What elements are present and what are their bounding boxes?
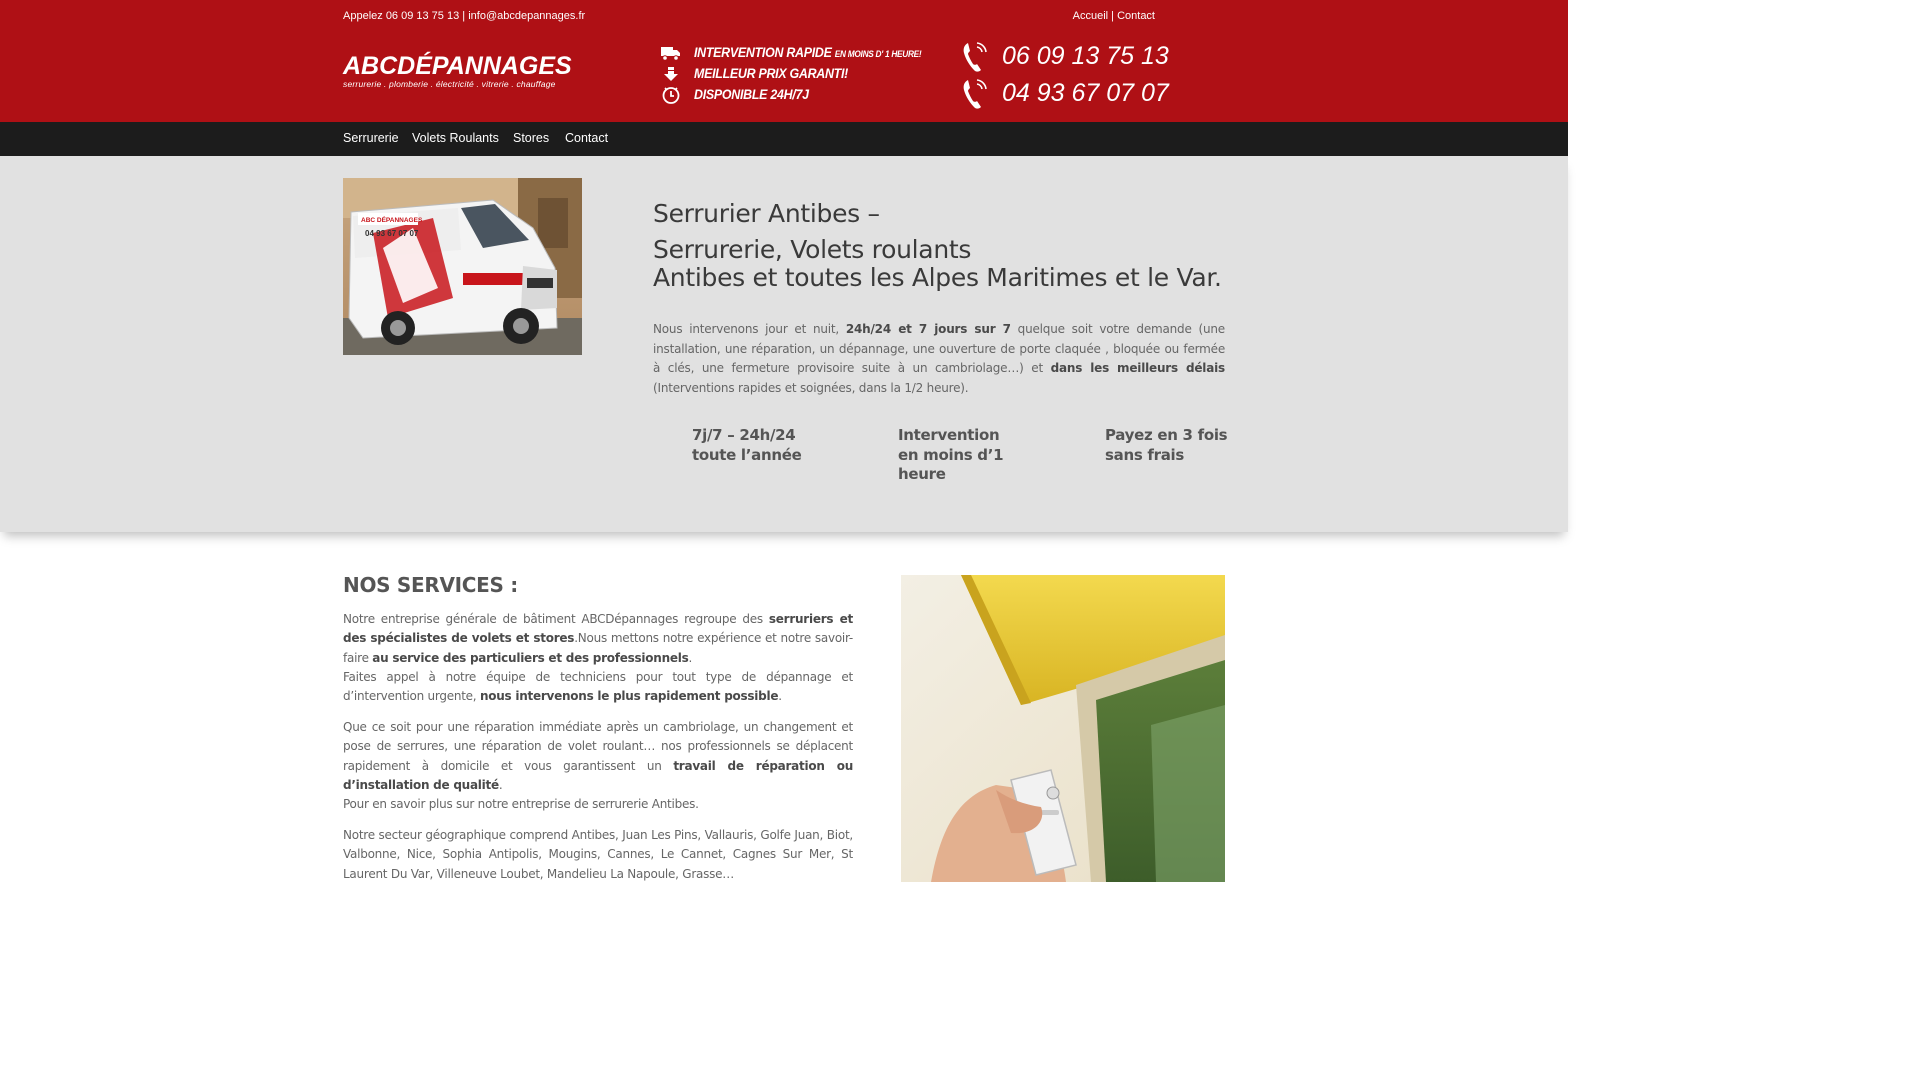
text-bold: au service des particuliers et des professionnels — [372, 650, 689, 665]
hero-title — [653, 198, 1222, 294]
phone-item[interactable] — [962, 75, 1169, 112]
hero-text-bold: dans les meilleurs délais — [1050, 361, 1225, 375]
promo-item — [660, 84, 941, 105]
services-paragraph: Notre secteur géographique comprend Antibes, Juan Les Pins, Vallauris, Golfe Juan, Biot, Valbonne, Nice, Sophia Antipolis, Mougins, Cannes, Le Cannet, Cagnes Sur Mer, St Laurent Du Var, Villeneuve Loubet, Mandelieu La Napoule, Grasse… — [343, 827, 853, 881]
text-part: Faites appel à notre équipe de techniciens pour tout type de dépannage et d’intervention urgente, — [343, 669, 853, 704]
nav-item-stores[interactable]: Stores — [513, 131, 550, 145]
promo-text — [694, 45, 921, 60]
text-bold: travail de réparation ou d’installation de qualité — [343, 758, 853, 792]
phone-icon — [962, 41, 988, 73]
nav-item-volets-roulants[interactable]: Volets Roulants — [412, 131, 499, 145]
feature-line: Payez en 3 fois — [1105, 426, 1228, 444]
services-paragraph — [343, 718, 853, 814]
services-body — [343, 610, 853, 895]
hero-title-line: Antibes et toutes les Alpes Maritimes et le Var. — [653, 263, 1222, 292]
text-part: . — [688, 650, 693, 665]
text-bold: nous intervenons le plus rapidement possible — [479, 689, 779, 704]
van-photo — [343, 178, 582, 355]
topbar-contact — [343, 10, 585, 22]
feature-line: toute l’année — [692, 445, 802, 464]
truck-icon — [660, 44, 682, 62]
main-nav — [0, 122, 1568, 156]
topbar-link-contact[interactable]: Contact — [1117, 10, 1155, 22]
text-part: .Nous mettons notre expérience et notre savoir-faire — [343, 631, 854, 665]
services-title: NOS SERVICES : — [343, 573, 518, 597]
text-bold: serruriers et des spécialistes de volets et stores — [343, 612, 853, 646]
phone-list — [962, 38, 1169, 112]
phone-number[interactable]: 04 93 67 07 07 — [1002, 79, 1169, 107]
learn-more-link[interactable]: Pour en savoir plus sur notre entreprise de serrurerie Antibes. — [343, 797, 699, 812]
topbar-separator: | — [459, 10, 469, 22]
nav-item-serrurerie[interactable]: Serrurerie — [343, 131, 399, 145]
phone-item[interactable] — [962, 38, 1169, 75]
promo-item — [660, 63, 941, 84]
feature-line: en moins d’1 — [898, 445, 1004, 464]
van-lettering-phone: 04 93 67 07 07 — [365, 229, 419, 238]
feature-intervention — [898, 426, 1003, 485]
topbar-links-separator: | — [1108, 10, 1118, 22]
topbar-call-prefix: Appelez — [343, 10, 386, 22]
text-part: Que ce soit pour une réparation immédiate après un cambriolage, un changement et pose de serrures, une réparation de volet roulant… nos professionnels se déplacent rapidement à domicile et vous garantissent un — [343, 719, 853, 773]
promo-small: EN MOINS D' 1 HEURE! — [834, 49, 922, 59]
hero-text-part: quelque soit votre demande (une installation, une réparation, un dépannage, une ouverture de porte claquée , bloquée ou fermée à clés, une fermeture provisoire suite à un cambriolage…) et — [653, 322, 1225, 375]
hero-text-part: (Interventions rapides et soignées, dans la 1/2 heure). — [653, 380, 969, 395]
promo-text: MEILLEUR PRIX GARANTI! — [694, 66, 849, 81]
services-section — [0, 532, 1568, 882]
site-logo[interactable] — [343, 52, 597, 89]
nav-item-contact[interactable]: Contact — [565, 131, 609, 145]
feature-line: sans frais — [1105, 445, 1184, 464]
remote-control-photo — [901, 575, 1225, 882]
arrow-down-icon — [660, 65, 682, 83]
promo-text: DISPONIBLE 24H/7J — [694, 87, 809, 102]
phone-number[interactable]: 06 09 13 75 13 — [1002, 42, 1169, 70]
services-paragraph — [343, 610, 853, 706]
clock-icon — [660, 86, 682, 104]
promo-main: INTERVENTION RAPIDE — [694, 45, 832, 60]
hero-text-part: Nous intervenons jour et nuit, — [653, 322, 846, 336]
text-part: . — [498, 777, 503, 792]
logo-tagline: serrurerie . plomberie . électricité . vitrerie . chauffage — [343, 79, 556, 89]
logo-wordmark: ABCDÉPANNAGES — [343, 52, 572, 80]
promo-list — [660, 42, 941, 105]
hero-title-line: Serrurier Antibes – — [653, 199, 880, 228]
hero-text-bold: 24h/24 et 7 jours sur 7 — [845, 322, 1011, 336]
promo-item — [660, 42, 941, 63]
topbar-email-link[interactable]: info@abcdepannages.fr — [468, 10, 586, 22]
hero-section — [0, 156, 1568, 532]
feature-line: 7j/7 – 24h/24 — [692, 426, 796, 444]
text-part: . — [778, 689, 782, 704]
topbar-links — [1073, 10, 1155, 22]
feature-line: heure — [898, 465, 946, 483]
hero-title-line: Serrurerie, Volets roulants — [653, 235, 972, 264]
topbar-phone-link[interactable]: 06 09 13 75 13 — [385, 10, 460, 22]
feature-availability — [692, 426, 802, 465]
text-part: Notre entreprise générale de bâtiment ABCDépannages regroupe des — [343, 612, 769, 626]
hero-description — [653, 320, 1225, 398]
site-header — [0, 0, 1568, 122]
phone-icon — [962, 78, 988, 110]
topbar-link-accueil[interactable]: Accueil — [1072, 10, 1109, 22]
feature-line: Intervention — [898, 426, 1000, 444]
feature-payment — [1105, 426, 1227, 465]
van-lettering-brand: ABC DÉPANNAGES — [361, 217, 423, 224]
